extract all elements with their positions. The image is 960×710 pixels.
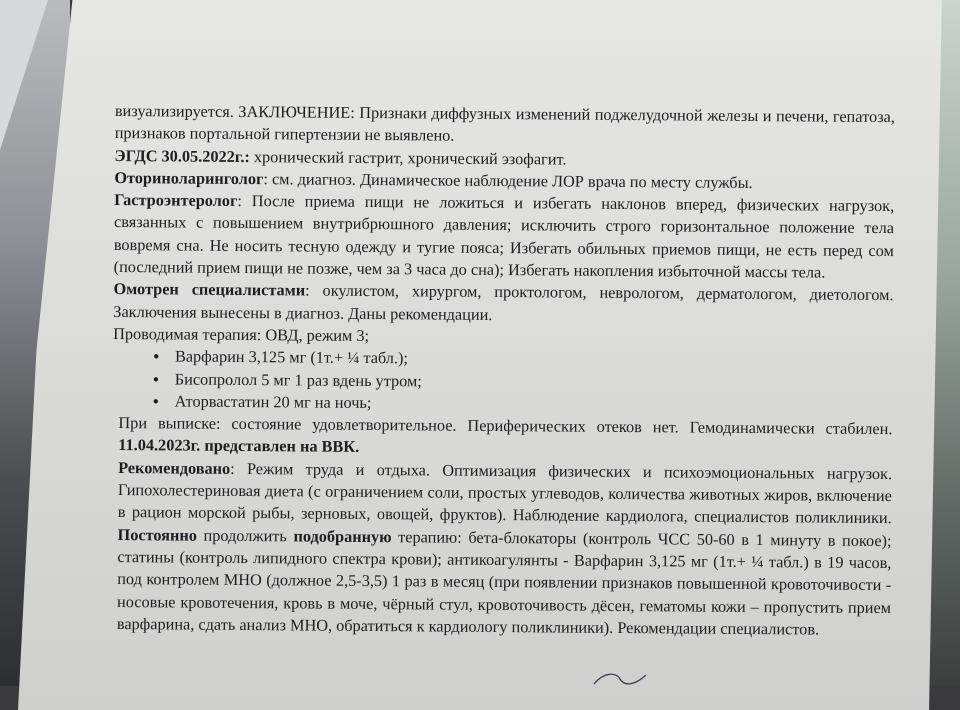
pen-mark [590,670,650,686]
egds-text: хронический гастрит, хронический эзофагит. [249,146,567,169]
ent-text: : см. диагноз. Динамическое наблюдение ЛОР врача по месту службы. [263,169,753,192]
vvk-text: представлен на ВВК. [200,436,360,457]
ent-label: Оториноларинголог [114,167,264,189]
medication-item: • Бисопролол 5 мг 1 раз вдень утром; [153,368,893,396]
recommendations-text-2: продолжить [196,525,294,546]
medication-item: • Аторвастатин 20 мг на ночь; [153,390,893,418]
egds-label: ЭГДС 30.05.2022г.: [114,145,250,166]
recommendations-text-1: : Режим труда и отдыха. Оптимизация физических и психоэмоциональных нагрузок. Гипохолестериновая диета (с ограничением соли, простых углеводов, количества животных жиров, включение в рацион морской рыбы, зерновых, овощей, фруктов). Наблюдение кардиолога, специалистов поликлиники. [117,458,893,528]
document-body [111,100,895,641]
specialists-label: Омотрен специалистами [113,279,306,300]
specialists-paragraph [113,278,893,329]
ultrasound-conclusion-text: визуализируется. ЗАКЛЮЧЕНИЕ: Признаки диффузных изменений поджелудочной железы и печени, гепатоза, признаков портальной гипертензии не выявлено. [114,100,895,145]
medication-list [113,345,894,418]
gastro-text: : После приема пищи не ложиться и избегать наклонов вперед, физических нагрузок, связанных с повышением внутрибрюшного давления; исключить строго горизонтальное положение тела вовремя сна. Не носить тесную одежду и тугие пояса; Избегать обильных приемов пищи, не есть перед сом (последний прием пищи не позже, чем за 3 часа до сна); Избегать накопления избыточной массы тела. [113,191,895,282]
discharge-text: При выписке: состояние удовлетворительное. Периферических отеков нет. Гемодинамически стабилен. [118,413,893,439]
ultrasound-conclusion [115,100,895,151]
recommendations-label: Рекомендовано [118,457,231,478]
vvk-date: 11.04.2023г. [118,435,201,456]
specialists-text: : окулистом, хирургом, проктологом, неврологом, дерматологом, диетологом. Заключения вынесены в диагноз. Даны рекомендации. [113,280,894,324]
background-sheet [0,0,48,150]
gastro-label: Гастроэнтеролог [114,190,238,211]
recommendations-paragraph [111,457,892,641]
discharge-paragraph [112,412,892,463]
medication-item: • Варфарин 3,125 мг (1т.+ ¼ табл.); [153,346,893,374]
therapy-heading: Проводимая терапия: ОВД, режим 3; [113,323,370,345]
recommendations-text-3: терапию: бета-блокаторы (контроль ЧСС 50-60 в 1 минуту в покое); статины (контроль липидного спектра крови); антикоагулянты - Варфарин 3,125 мг (1т.+ ¼ табл.) в 19 часов, под контролем МНО (должное 2,5-3,5) 1 раз в месяц (при появлении признаков повышенной кровоточивости - носовые кровотечения, кровь в моче, чёрный стул, кровоточивость дёсен, гематомы кожи – пропустить прием варфарина, сдать анализ МНО, обратиться к кардиологу поликлиники). Рекомендации специалистов. [116,526,892,639]
recommendations-bold-1: Постоянно [117,524,198,545]
recommendations-bold-2: подобранную [293,526,392,546]
gastro-paragraph [114,189,895,284]
